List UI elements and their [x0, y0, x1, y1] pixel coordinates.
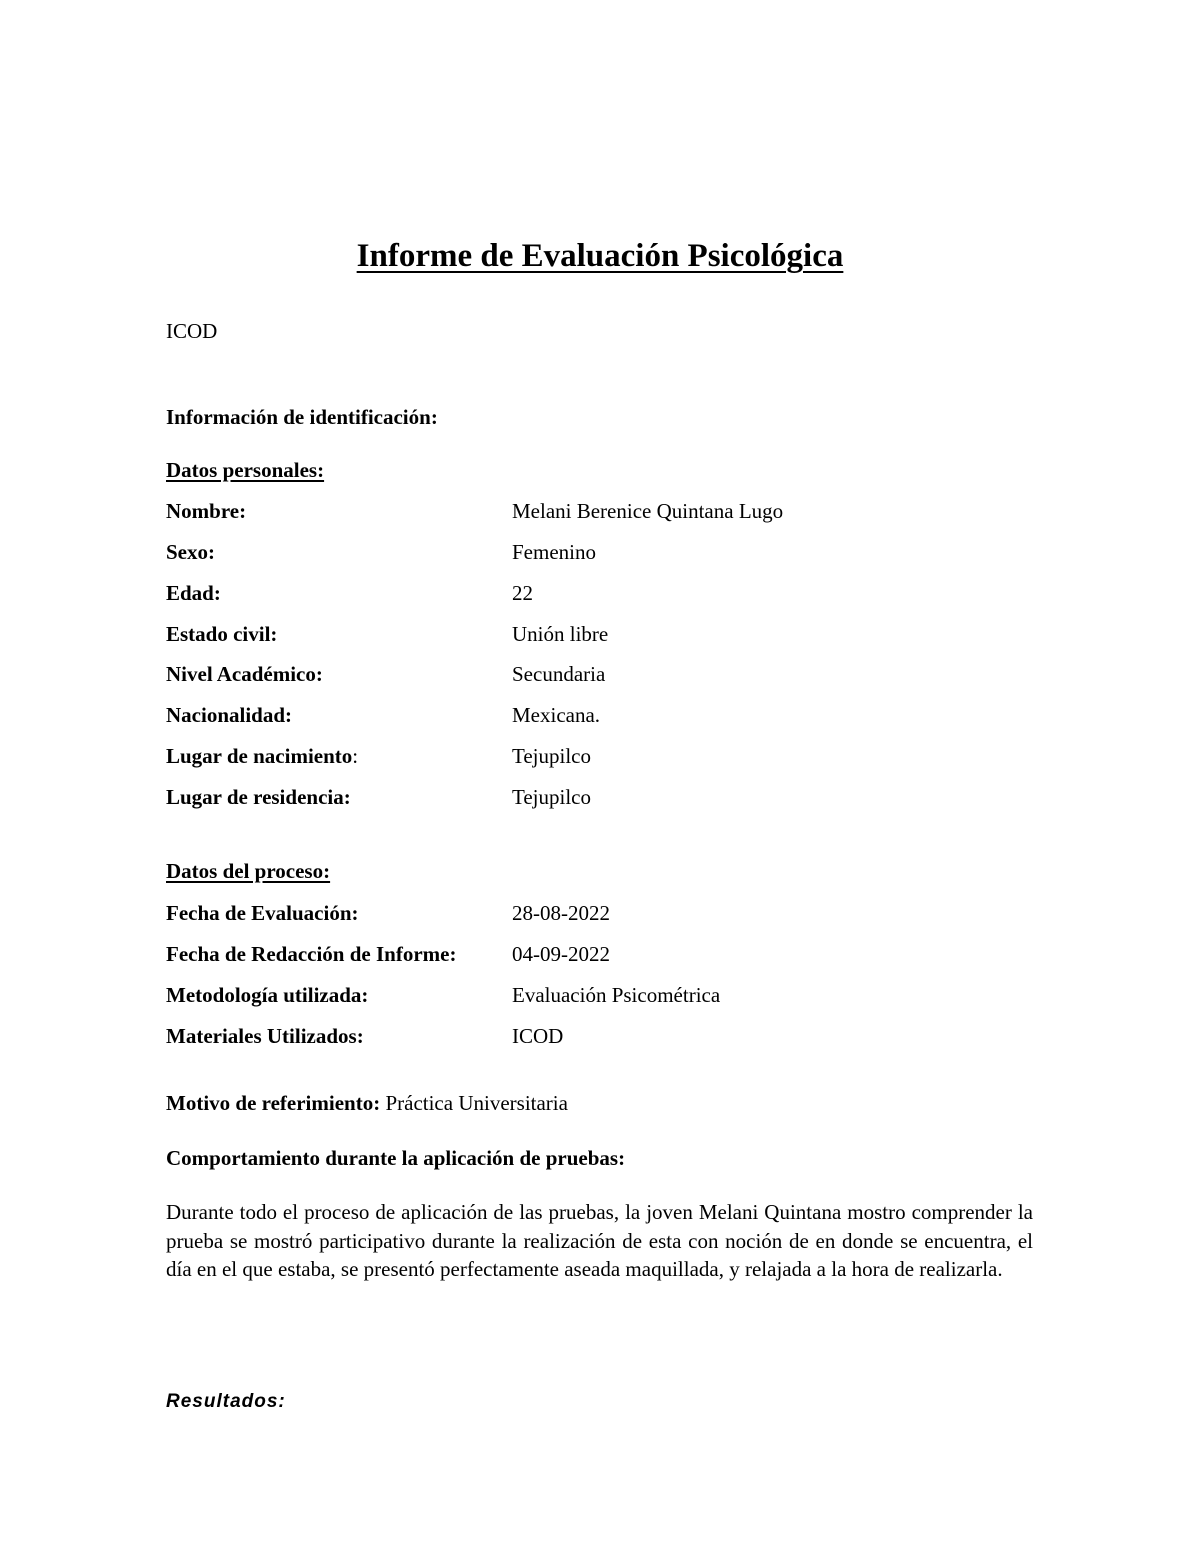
- field-label: Nacionalidad:: [166, 703, 293, 727]
- field-value: 22: [512, 581, 533, 605]
- process-data-row-eval-date: [166, 900, 1046, 926]
- field-value: Unión libre: [512, 622, 609, 646]
- personal-data-row-nationality: [166, 702, 1046, 728]
- personal-data-row-sex: [166, 539, 1046, 565]
- field-value: Secundaria: [512, 662, 606, 686]
- field-value: ICOD: [512, 1024, 564, 1048]
- field-label: Fecha de Evaluación:: [166, 901, 359, 925]
- field-label: Metodología utilizada:: [166, 983, 369, 1007]
- personal-data-heading: Datos personales:: [166, 458, 325, 482]
- behavior-heading: Comportamiento durante la aplicación de pruebas:: [166, 1146, 626, 1170]
- field-value: Tejupilco: [512, 785, 592, 809]
- personal-data-row-residence: [166, 784, 1046, 810]
- field-label-text: Lugar de nacimiento: [166, 744, 353, 768]
- identification-heading: Información de identificación:: [166, 405, 438, 429]
- referral-line: [166, 1090, 568, 1116]
- personal-data-row-birthplace: [166, 743, 1046, 769]
- field-value: 04-09-2022: [512, 942, 610, 966]
- field-value: Melani Berenice Quintana Lugo: [512, 499, 784, 523]
- field-label: Materiales Utilizados:: [166, 1024, 364, 1048]
- referral-value: Práctica Universitaria: [380, 1091, 568, 1115]
- field-label: Nivel Académico:: [166, 662, 323, 686]
- personal-data-row-education: [166, 661, 1046, 687]
- personal-data-row-name: [166, 498, 1046, 524]
- field-label-suffix: :: [352, 744, 359, 768]
- field-value: 28-08-2022: [512, 901, 610, 925]
- field-value: Tejupilco: [512, 744, 592, 768]
- field-label: Estado civil:: [166, 622, 278, 646]
- process-data-row-materials: [166, 1023, 1046, 1049]
- personal-data-row-civil-status: [166, 621, 1046, 647]
- behavior-paragraph: Durante todo el proceso de aplicación de las pruebas, la joven Melani Quintana mostro comprender la prueba se mostró participativo durante la realización de esta con noción de en donde se encuentra, el día en el que estaba, se presentó perfectamente aseada maquillada, y relajada a la hora de realizarla.: [166, 1200, 1033, 1281]
- referral-label: Motivo de referimiento:: [166, 1091, 381, 1115]
- field-label: [166, 743, 358, 769]
- process-data-row-report-date: [166, 941, 1046, 967]
- field-label: Nombre:: [166, 499, 247, 523]
- field-label: Sexo:: [166, 540, 215, 564]
- results-heading: Resultados:: [166, 1391, 286, 1412]
- field-label: Lugar de residencia:: [166, 785, 351, 809]
- process-data-heading: Datos del proceso:: [166, 859, 331, 883]
- test-name: ICOD: [166, 319, 218, 343]
- field-value: Femenino: [512, 540, 596, 564]
- field-label: Fecha de Redacción de Informe:: [166, 942, 457, 966]
- document-title: Informe de Evaluación Psicológica: [356, 238, 844, 274]
- process-data-row-methodology: [166, 982, 1046, 1008]
- field-value: Evaluación Psicométrica: [512, 983, 721, 1007]
- field-label: Edad:: [166, 581, 221, 605]
- personal-data-row-age: [166, 580, 1046, 606]
- field-value: Mexicana.: [512, 703, 601, 727]
